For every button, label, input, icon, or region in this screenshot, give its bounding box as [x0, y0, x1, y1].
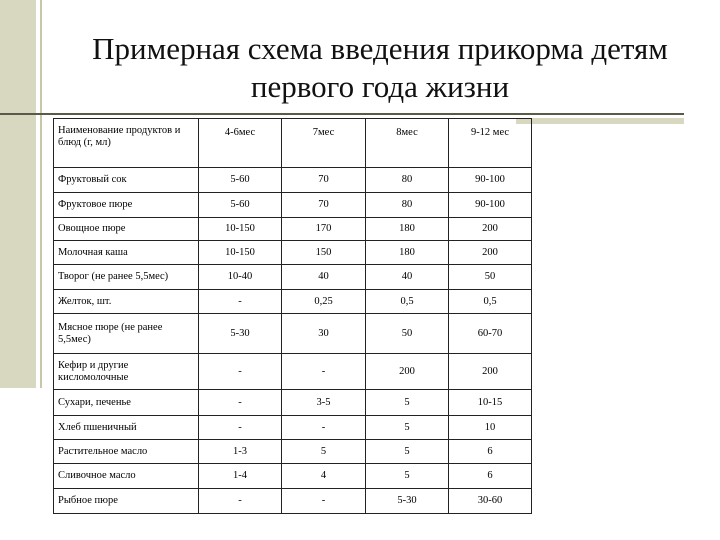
header-age-3: 8мес [366, 119, 449, 168]
table-header-row [54, 119, 532, 168]
table-row [54, 390, 532, 416]
amount-cell: 5 [366, 440, 449, 464]
table-row [54, 489, 532, 514]
amount-cell: 10-150 [199, 241, 282, 265]
amount-cell: - [199, 390, 282, 416]
amount-cell: 40 [282, 265, 366, 290]
amount-cell: 90-100 [449, 193, 532, 218]
feeding-schedule-table [53, 118, 532, 514]
left-decor-bar [0, 0, 36, 388]
amount-cell: 80 [366, 193, 449, 218]
amount-cell: - [199, 290, 282, 314]
amount-cell: 180 [366, 218, 449, 241]
amount-cell: 5 [366, 464, 449, 489]
table-body [54, 168, 532, 514]
amount-cell: - [199, 354, 282, 390]
amount-cell: 0,25 [282, 290, 366, 314]
product-name-cell: Фруктовое пюре [54, 193, 199, 218]
amount-cell: 1-4 [199, 464, 282, 489]
amount-cell: 10-15 [449, 390, 532, 416]
table-row [54, 416, 532, 440]
product-name-cell: Овощное пюре [54, 218, 199, 241]
product-name-cell: Желток, шт. [54, 290, 199, 314]
table-row [54, 265, 532, 290]
amount-cell: 150 [282, 241, 366, 265]
amount-cell: 80 [366, 168, 449, 193]
amount-cell: 5 [282, 440, 366, 464]
table-row [54, 314, 532, 354]
amount-cell: - [199, 489, 282, 514]
product-name-cell: Сухари, печенье [54, 390, 199, 416]
amount-cell: 6 [449, 464, 532, 489]
product-name-cell: Хлеб пшеничный [54, 416, 199, 440]
amount-cell: 4 [282, 464, 366, 489]
header-age-4: 9-12 мес [449, 119, 532, 168]
amount-cell: 170 [282, 218, 366, 241]
amount-cell: - [282, 416, 366, 440]
table-row [54, 290, 532, 314]
left-decor-line [40, 0, 42, 388]
table-row [54, 440, 532, 464]
amount-cell: 60-70 [449, 314, 532, 354]
amount-cell: 200 [449, 241, 532, 265]
amount-cell: 40 [366, 265, 449, 290]
product-name-cell: Творог (не ранее 5,5мес) [54, 265, 199, 290]
amount-cell: 90-100 [449, 168, 532, 193]
amount-cell: 70 [282, 193, 366, 218]
amount-cell: 5-30 [366, 489, 449, 514]
header-age-2: 7мес [282, 119, 366, 168]
amount-cell: 180 [366, 241, 449, 265]
amount-cell: 50 [449, 265, 532, 290]
amount-cell: - [199, 416, 282, 440]
amount-cell: 200 [366, 354, 449, 390]
product-name-cell: Растительное масло [54, 440, 199, 464]
amount-cell: 200 [449, 354, 532, 390]
amount-cell: 50 [366, 314, 449, 354]
table-row [54, 241, 532, 265]
product-name-cell: Кефир и другие кисломолочные [54, 354, 199, 390]
table-row [54, 218, 532, 241]
amount-cell: 5 [366, 416, 449, 440]
table-row [54, 168, 532, 193]
amount-cell: 5-30 [199, 314, 282, 354]
product-name-cell: Молочная каша [54, 241, 199, 265]
product-name-cell: Фруктовый сок [54, 168, 199, 193]
amount-cell: 0,5 [449, 290, 532, 314]
amount-cell: - [282, 489, 366, 514]
amount-cell: 3-5 [282, 390, 366, 416]
amount-cell: 10-40 [199, 265, 282, 290]
table-row [54, 464, 532, 489]
header-product: Наименование продуктов и блюд (г, мл) [54, 119, 199, 168]
amount-cell: 5 [366, 390, 449, 416]
amount-cell: 0,5 [366, 290, 449, 314]
amount-cell: 70 [282, 168, 366, 193]
table-row [54, 193, 532, 218]
amount-cell: 10 [449, 416, 532, 440]
header-age-1: 4-6мес [199, 119, 282, 168]
amount-cell: 10-150 [199, 218, 282, 241]
amount-cell: - [282, 354, 366, 390]
amount-cell: 5-60 [199, 168, 282, 193]
slide-title [60, 30, 700, 106]
amount-cell: 1-3 [199, 440, 282, 464]
amount-cell: 200 [449, 218, 532, 241]
table-row [54, 354, 532, 390]
product-name-cell: Сливочное масло [54, 464, 199, 489]
amount-cell: 30 [282, 314, 366, 354]
amount-cell: 6 [449, 440, 532, 464]
title-line-2: первого года жизни [250, 69, 510, 104]
product-name-cell: Рыбное пюре [54, 489, 199, 514]
product-name-cell: Мясное пюре (не ранее 5,5мес) [54, 314, 199, 354]
title-underline [0, 113, 684, 115]
amount-cell: 5-60 [199, 193, 282, 218]
amount-cell: 30-60 [449, 489, 532, 514]
title-line-1: Примерная схема введения прикорма детям [92, 31, 668, 66]
title-underline-accent [516, 118, 684, 124]
